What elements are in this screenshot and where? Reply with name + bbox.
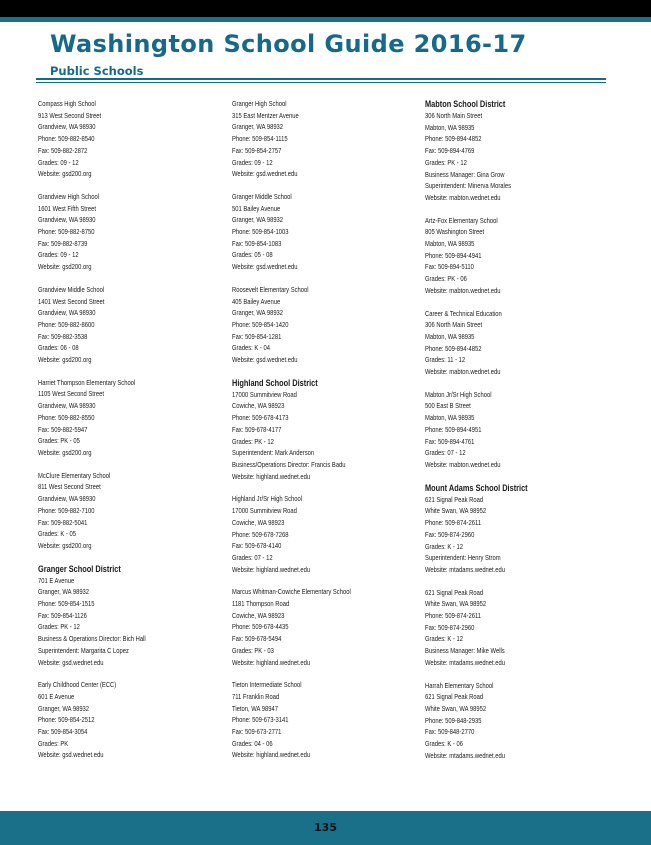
entry-line: Phone: 509-678-7268 — [232, 529, 289, 539]
entry-line: Fax: 509-894-4761 — [425, 436, 475, 446]
entry-line: 805 Washington Street — [425, 227, 485, 237]
entry-line: 811 West Second Street — [38, 482, 101, 492]
entry-line: Grandview, WA 98930 — [38, 215, 96, 225]
listing-column-3 — [425, 98, 625, 772]
entry-line: Phone: 509-854-1420 — [232, 319, 289, 329]
entry-line: Phone: 509-854-1003 — [232, 227, 289, 237]
entry-line: Fax: 509-854-1281 — [232, 331, 282, 341]
entry-line: 621 Signal Peak Road — [425, 692, 484, 702]
page-subtitle: Public Schools — [50, 64, 144, 78]
listing-column-2 — [232, 98, 417, 772]
entry-line: Website: gsd200.org — [38, 169, 92, 179]
school-entry — [425, 587, 625, 669]
entry-line: Grades: 05 - 08 — [232, 250, 273, 260]
entry-line: Website: gsd200.org — [38, 540, 92, 550]
entry-line: Highland Jr/Sr High School — [232, 494, 303, 504]
entry-line: Mabton, WA 98935 — [425, 331, 475, 341]
entry-line: Roosevelt Elementary School — [232, 284, 309, 294]
entry-line: Mabton Jr/Sr High School — [425, 389, 492, 399]
entry-line: Grades: K - 12 — [425, 541, 463, 551]
entry-line: Cowiche, WA 98923 — [232, 401, 285, 411]
entry-line: Superintendent: Henry Strom — [425, 553, 501, 563]
school-entry — [425, 680, 625, 762]
entry-line: Phone: 509-894-4852 — [425, 343, 482, 353]
entry-line: Fax: 509-882-5041 — [38, 517, 88, 527]
district-heading: Mabton School District — [425, 99, 506, 109]
school-entry — [38, 191, 223, 273]
entry-line: Granger Middle School — [232, 191, 292, 201]
entry-line: 1105 West Second Street — [38, 389, 104, 399]
school-entry — [425, 389, 625, 471]
entry-line: Granger, WA 98932 — [232, 308, 284, 318]
entry-line: Cowiche, WA 98923 — [232, 610, 285, 620]
entry-line: Phone: 509-673-3141 — [232, 715, 289, 725]
entry-line: Website: gsd.wednet.edu — [232, 262, 298, 272]
top-accent-bar — [0, 17, 651, 22]
entry-line: Artz-Fox Elementary School — [425, 215, 498, 225]
entry-line: Phone: 509-882-8600 — [38, 319, 95, 329]
entry-line: Phone: 509-678-4435 — [232, 622, 289, 632]
entry-line: Website: gsd.wednet.edu — [38, 657, 104, 667]
entry-line: Website: highland.wednet.edu — [232, 657, 311, 667]
entry-line: Grades: K - 05 — [38, 529, 76, 539]
page-number: 135 — [314, 821, 337, 834]
entry-line: Fax: 509-882-3538 — [38, 331, 88, 341]
district-heading: Highland School District — [232, 377, 318, 388]
entry-line: Grades: 11 - 12 — [425, 355, 466, 365]
entry-line: Fax: 509-854-3054 — [38, 727, 88, 737]
school-entry — [38, 470, 223, 552]
entry-line: Grandview, WA 98930 — [38, 401, 96, 411]
entry-line: Granger, WA 98932 — [38, 703, 90, 713]
entry-line: Grades: 09 - 12 — [38, 250, 79, 260]
entry-line: Phone: 509-874-2611 — [425, 518, 482, 528]
entry-line: Grades: PK - 12 — [38, 622, 80, 632]
entry-line: Grades: K - 12 — [425, 634, 463, 644]
entry-line: Business Manager: Mike Wells — [425, 646, 505, 656]
entry-line: Website: mabton.wednet.edu — [425, 192, 501, 202]
entry-line: Career & Technical Education — [425, 308, 502, 318]
entry-line: 913 West Second Street — [38, 110, 102, 120]
entry-line: Fax: 509-894-4769 — [425, 146, 475, 156]
entry-line: Phone: 509-882-8550 — [38, 412, 95, 422]
entry-line: Fax: 509-678-4177 — [232, 424, 282, 434]
entry-line: Website: gsd200.org — [38, 262, 92, 272]
entry-line: 500 East B Street — [425, 401, 471, 411]
entry-line: Website: gsd200.org — [38, 355, 92, 365]
entry-line: Cowiche, WA 98923 — [232, 517, 285, 527]
entry-line: Phone: 509-894-4951 — [425, 424, 482, 434]
entry-line: Harriet Thompson Elementary School — [38, 377, 136, 387]
entry-line: Fax: 509-874-2960 — [425, 529, 475, 539]
entry-line: 1601 West Fifth Street — [38, 203, 96, 213]
entry-line: Website: gsd.wednet.edu — [232, 355, 298, 365]
entry-line: Superintendent: Margarita C Lopez — [38, 645, 129, 655]
entry-line: Phone: 509-882-7100 — [38, 505, 95, 515]
entry-line: 621 Signal Peak Road — [425, 587, 484, 597]
entry-line: Grades: 06 - 08 — [38, 343, 79, 353]
entry-line: 621 Signal Peak Road — [425, 494, 484, 504]
entry-line: Tieton Intermediate School — [232, 680, 302, 690]
entry-line: Grades: 07 - 12 — [425, 448, 466, 458]
entry-line: Phone: 509-854-2512 — [38, 715, 95, 725]
entry-line: Granger, WA 98932 — [232, 215, 284, 225]
entry-line: Fax: 509-673-2771 — [232, 727, 282, 737]
entry-line: 315 East Mentzer Avenue — [232, 110, 299, 120]
entry-line: Website: mtadams.wednet.edu — [425, 750, 506, 760]
entry-line: 1181 Thompson Road — [232, 599, 290, 609]
entry-line: 711 Franklin Road — [232, 691, 280, 701]
entry-line: Phone: 509-848-2935 — [425, 715, 482, 725]
entry-line: Early Childhood Center (ECC) — [38, 680, 117, 690]
entry-line: Website: gsd.wednet.edu — [232, 169, 298, 179]
school-entry — [232, 284, 417, 366]
entry-line: Grades: PK - 03 — [232, 645, 274, 655]
entry-line: Website: gsd.wednet.edu — [38, 750, 104, 760]
school-entry — [232, 679, 417, 761]
entry-line: Grades: 09 - 12 — [232, 157, 273, 167]
entry-line: Grades: PK - 06 — [425, 274, 467, 284]
entry-line: 701 E Avenue — [38, 575, 75, 585]
entry-line: Grades: PK — [38, 738, 69, 748]
entry-line: Phone: 509-882-8750 — [38, 227, 95, 237]
entry-line: White Swan, WA 98952 — [425, 599, 487, 609]
header-rule-thick — [36, 78, 606, 80]
entry-line: Grades: 07 - 12 — [232, 552, 273, 562]
entry-line: Grades: K - 04 — [232, 343, 270, 353]
school-entry — [38, 679, 223, 761]
school-entry — [232, 98, 417, 180]
entry-line: Website: mtadams.wednet.edu — [425, 564, 506, 574]
entry-line: Website: highland.wednet.edu — [232, 564, 311, 574]
entry-line: Website: gsd200.org — [38, 447, 92, 457]
entry-line: Mabton, WA 98935 — [425, 122, 475, 132]
entry-line: Fax: 509-678-5494 — [232, 634, 282, 644]
district-heading: Granger School District — [38, 563, 121, 574]
entry-line: Grades: PK - 05 — [38, 436, 80, 446]
entry-line: Grandview High School — [38, 191, 100, 201]
school-entry — [38, 377, 223, 459]
school-entry — [232, 493, 417, 575]
entry-line: Phone: 509-854-1115 — [232, 134, 288, 144]
entry-line: Superintendent: Minerva Morales — [425, 181, 511, 191]
entry-line: 306 North Main Street — [425, 320, 483, 330]
entry-line: McClure Elementary School — [38, 470, 111, 480]
entry-line: 1401 West Second Street — [38, 296, 105, 306]
entry-line: Harrah Elementary School — [425, 680, 494, 690]
entry-line: Mabton, WA 98935 — [425, 239, 475, 249]
listing-column-1 — [38, 98, 223, 772]
entry-line: 501 Bailey Avenue — [232, 203, 281, 213]
entry-line: Website: mabton.wednet.edu — [425, 367, 501, 377]
district-entry — [425, 482, 625, 576]
district-heading: Mount Adams School District — [425, 482, 528, 493]
entry-line: Website: mabton.wednet.edu — [425, 285, 501, 295]
school-entry — [425, 215, 625, 297]
entry-line: Fax: 509-678-4140 — [232, 541, 282, 551]
entry-line: Granger, WA 98932 — [232, 122, 284, 132]
entry-line: Phone: 509-894-4941 — [425, 250, 482, 260]
entry-line: Grades: K - 06 — [425, 739, 463, 749]
entry-line: Tieton, WA 98947 — [232, 703, 278, 713]
entry-line: Phone: 509-678-4173 — [232, 413, 289, 423]
entry-line: Compass High School — [38, 99, 96, 108]
entry-line: 17000 Summitview Road — [232, 389, 297, 399]
entry-line: Phone: 509-874-2611 — [425, 611, 482, 621]
top-black-bar — [0, 0, 651, 17]
entry-line: Grades: PK - 12 — [425, 157, 467, 167]
entry-line: Mabton, WA 98935 — [425, 413, 475, 423]
school-entry — [232, 586, 417, 668]
entry-line: Fax: 509-874-2960 — [425, 622, 475, 632]
district-entry — [232, 377, 417, 483]
district-entry — [38, 563, 223, 669]
entry-line: White Swan, WA 98952 — [425, 703, 487, 713]
entry-line: Grades: 04 - 06 — [232, 738, 273, 748]
entry-line: 601 E Avenue — [38, 691, 75, 701]
entry-line: Marcus Whitman-Cowiche Elementary School — [232, 587, 351, 597]
entry-line: Grandview, WA 98930 — [38, 494, 96, 504]
entry-line: Business/Operations Director: Francis Badu — [232, 459, 346, 469]
entry-line: Phone: 509-882-8540 — [38, 134, 95, 144]
entry-line: White Swan, WA 98952 — [425, 506, 487, 516]
entry-line: Fax: 509-848-2770 — [425, 727, 475, 737]
entry-line: Website: highland.wednet.edu — [232, 471, 311, 481]
entry-line: Fax: 509-854-1083 — [232, 238, 282, 248]
entry-line: 405 Bailey Avenue — [232, 296, 281, 306]
entry-line: 17000 Summitview Road — [232, 506, 297, 516]
entry-line: Grandview, WA 98930 — [38, 308, 96, 318]
district-entry — [425, 98, 625, 204]
entry-line: Website: highland.wednet.edu — [232, 750, 311, 760]
entry-line: Website: mtadams.wednet.edu — [425, 657, 506, 667]
page-title: Washington School Guide 2016-17 — [50, 30, 527, 58]
entry-line: Phone: 509-894-4852 — [425, 134, 482, 144]
entry-line: Grandview, WA 98930 — [38, 122, 96, 132]
entry-line: Superintendent: Mark Anderson — [232, 448, 315, 458]
entry-line: Granger High School — [232, 99, 287, 108]
school-entry — [425, 308, 625, 378]
entry-line: Grades: 09 - 12 — [38, 157, 79, 167]
school-entry — [38, 98, 223, 180]
entry-line: Fax: 509-882-5947 — [38, 424, 88, 434]
entry-line: Fax: 509-854-2757 — [232, 145, 282, 155]
entry-line: Fax: 509-854-1126 — [38, 610, 87, 620]
entry-line: 306 North Main Street — [425, 111, 483, 120]
entry-line: Website: mabton.wednet.edu — [425, 459, 501, 469]
entry-line: Business & Operations Director: Bich Hall — [38, 634, 146, 644]
school-entry — [232, 191, 417, 273]
school-entry — [38, 284, 223, 366]
entry-line: Granger, WA 98932 — [38, 587, 90, 597]
entry-line: Fax: 509-882-2872 — [38, 145, 88, 155]
entry-line: Fax: 509-894-5110 — [425, 262, 474, 272]
entry-line: Phone: 509-854-1515 — [38, 599, 95, 609]
entry-line: Grandview Middle School — [38, 284, 105, 294]
entry-line: Business Manager: Gina Grow — [425, 169, 505, 179]
entry-line: Fax: 509-882-8739 — [38, 238, 88, 248]
header-rule-thin — [36, 82, 606, 83]
entry-line: Grades: PK - 12 — [232, 436, 274, 446]
